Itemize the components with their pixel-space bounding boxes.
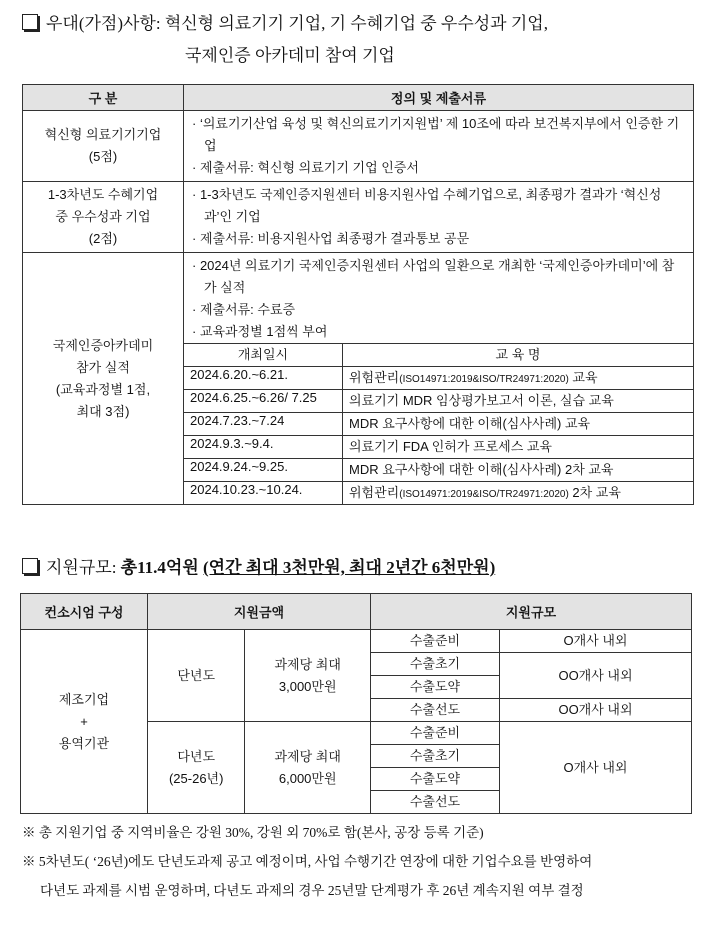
schedule-course: 의료기기 MDR 임상평가보고서 이론, 실습 교육 (343, 390, 694, 413)
bullet-item: · ‘의료기기산업 육성 및 혁신의료기기지원법’ 제 10조에 따라 보건복지부에서 인증한 기업 (192, 116, 680, 153)
note-item: ※ 5차년도( ‘26년)에도 단년도과제 공고 예정이며, 사업 수행기간 연장에 대한 기업수요를 반영하여 (22, 854, 593, 869)
bullet-item: · 제출서류: 혁신형 의료기기 기업 인증서 (192, 160, 419, 175)
scale-cell: OO개사 내외 (500, 699, 692, 722)
table1-header-definition: 정의 및 제출서류 (184, 85, 694, 111)
category-label: 1-3차년도 수혜기업 (47, 187, 159, 202)
stage-cell: 수출선도 (371, 791, 500, 814)
category-cell (23, 253, 184, 505)
scale-cell: OO개사 내외 (500, 653, 692, 699)
schedule-row (184, 367, 693, 390)
consortium-line: 제조기업 (58, 691, 110, 707)
stage-cell: 수출도약 (371, 676, 500, 699)
table1-header-category: 구 분 (23, 85, 184, 111)
section2-heading (22, 554, 495, 582)
category-label: 혁신형 의료기기기업 (44, 127, 162, 142)
section1-heading-line1: 우대(가점)사항: 혁신형 의료기기 기업, 기 수혜기업 중 우수성과 기업, (46, 14, 548, 33)
table2-header-consortium: 컨소시엄 구성 (21, 594, 148, 630)
bullet-item: · 2024년 의료기기 국제인증지원센터 사업의 일환으로 개최한 ‘국제인증아카데미’에 참가 실적 (192, 258, 675, 295)
amount-line: 3,000만원 (278, 678, 337, 694)
stage-cell: 수출선도 (371, 699, 500, 722)
checkbox-icon (22, 558, 38, 574)
stage-cell: 수출준비 (371, 630, 500, 653)
schedule-row (184, 436, 693, 459)
category-points: (교육과정별 1점, (55, 381, 151, 397)
schedule-course: 위험관리(ISO14971:2019&ISO/TR24971:2020) 2차 교육 (343, 482, 694, 505)
stage-cell: 수출도약 (371, 768, 500, 791)
table-row (23, 182, 694, 253)
section2-label: 지원규모: (46, 558, 121, 577)
amount-line: 6,000만원 (278, 770, 337, 786)
bullet-item: · 제출서류: 비용지원사업 최종평가 결과통보 공문 (192, 231, 470, 246)
schedule-row (184, 413, 693, 436)
definition-cell (184, 111, 694, 182)
schedule-date: 2024.10.23.~10.24. (184, 482, 343, 505)
stage-cell: 수출준비 (371, 722, 500, 745)
section1-heading-line2: 국제인증 아카데미 참여 기업 (185, 46, 395, 65)
schedule-course: MDR 요구사항에 대한 이해(심사사례) 교육 (343, 413, 694, 436)
consortium-line: + (80, 713, 88, 729)
stage-cell: 수출초기 (371, 745, 500, 768)
schedule-row (184, 459, 693, 482)
table-row (23, 253, 694, 505)
support-scale-table (20, 593, 692, 814)
schedule-header-date: 개최일시 (184, 344, 343, 367)
table-row (23, 111, 694, 182)
multi-year-label (148, 722, 245, 814)
scale-cell: O개사 내외 (500, 630, 692, 653)
bullet-item: · 제출서류: 수료증 (192, 302, 296, 317)
schedule-course: MDR 요구사항에 대한 이해(심사사례) 2차 교육 (343, 459, 694, 482)
bonus-criteria-table (22, 84, 694, 505)
budget-detail: (연간 최대 3천만원, 최대 2년간 6천만원) (203, 558, 496, 577)
category-points: (5점) (88, 149, 118, 164)
academy-schedule-table (184, 343, 693, 504)
amount-line: 과제당 최대 (274, 656, 341, 672)
note-item: ※ 총 지원기업 중 지역비율은 강원 30%, 강원 외 70%로 함(본사, 공장 등록 기준) (22, 825, 484, 840)
notes (22, 818, 592, 905)
bullet-item: · 1-3차년도 국제인증지원센터 비용지원사업 수혜기업으로, 최종평가 결과가 ‘혁신성과’인 기업 (192, 187, 662, 224)
multi-year-line: 다년도 (177, 748, 216, 764)
category-cell (23, 182, 184, 253)
definition-cell (184, 253, 694, 505)
category-label: 중 우수성과 기업 (55, 209, 151, 224)
bullet-item: · 교육과정별 1점씩 부여 (192, 324, 328, 339)
consortium-line: 용역기관 (58, 735, 110, 751)
schedule-date: 2024.9.3.~9.4. (184, 436, 343, 459)
schedule-date: 2024.7.23.~7.24 (184, 413, 343, 436)
schedule-row (184, 390, 693, 413)
note-item: 다년도 과제를 시범 운영하며, 다년도 과제의 경우 25년말 단계평가 후 26년 계속지원 여부 결정 (40, 883, 584, 898)
schedule-date: 2024.9.24.~9.25. (184, 459, 343, 482)
category-cell (23, 111, 184, 182)
category-label: 국제인증아카데미 (52, 337, 154, 353)
category-points: (2점) (88, 231, 118, 246)
schedule-date: 2024.6.25.~6.26/ 7.25 (184, 390, 343, 413)
section1-heading (22, 8, 548, 72)
multi-year-line: (25-26년) (168, 770, 224, 786)
stage-cell: 수출초기 (371, 653, 500, 676)
schedule-row (184, 482, 693, 505)
table2-header-amount: 지원금액 (148, 594, 371, 630)
multi-year-amount (245, 722, 371, 814)
checkbox-icon (22, 14, 38, 30)
amount-line: 과제당 최대 (274, 748, 341, 764)
single-year-label: 단년도 (148, 630, 245, 722)
schedule-header-course: 교 육 명 (343, 344, 694, 367)
single-year-amount (245, 630, 371, 722)
schedule-date: 2024.6.20.~6.21. (184, 367, 343, 390)
schedule-course: 위험관리(ISO14971:2019&ISO/TR24971:2020) 교육 (343, 367, 694, 390)
consortium-cell (21, 630, 148, 814)
category-points: 최대 3점) (76, 403, 130, 419)
scale-cell: O개사 내외 (500, 722, 692, 814)
category-label: 참가 실적 (76, 359, 130, 375)
schedule-course: 의료기기 FDA 인허가 프로세스 교육 (343, 436, 694, 459)
definition-cell (184, 182, 694, 253)
total-budget: 총11.4억원 (120, 558, 199, 577)
table2-header-scale: 지원규모 (371, 594, 692, 630)
